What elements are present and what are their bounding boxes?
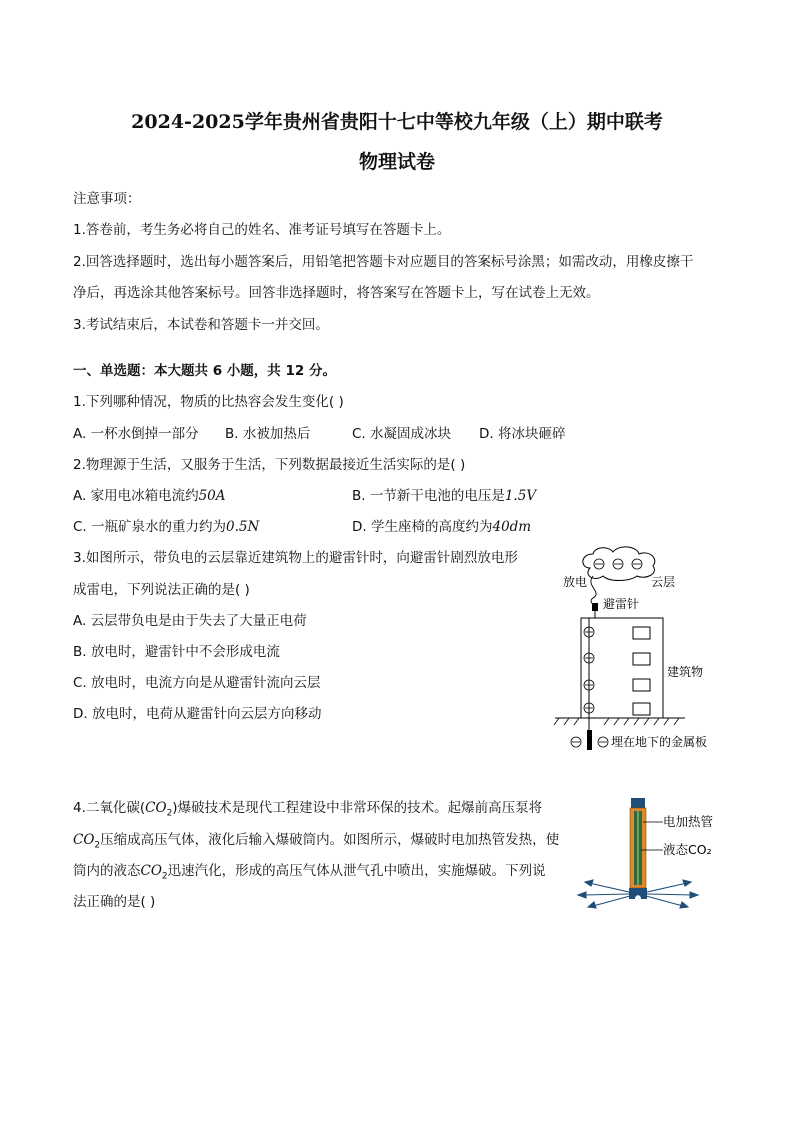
- q3-option-c: C. 放电时，电流方向是从避雷针流向云层: [73, 675, 321, 691]
- q2-option-b-text: B. 一节新干电池的电压是: [352, 488, 505, 504]
- q3-option-a: A. 云层带负电是由于失去了大量正电荷: [73, 613, 307, 629]
- q4-stem2-b: 压缩成高压气体，液化后输入爆破筒内。如图所示，爆破时电加热管发热，使: [100, 832, 560, 848]
- q2-option-a: [73, 484, 226, 504]
- label-heater: 电加热管: [663, 814, 714, 829]
- q3-option-b: B. 放电时，避雷针中不会形成电流: [73, 644, 280, 660]
- rod-tip: [592, 603, 598, 611]
- q4-stem3-b: 迅速汽化，形成的高压气体从泄气孔中喷出，实施爆破。下列说: [167, 863, 546, 879]
- exam-subtitle: 物理试卷: [358, 151, 435, 173]
- q1-option-a: A. 一杯水倒掉一部分: [73, 426, 199, 442]
- q2-option-d-text: D. 学生座椅的高度约为: [352, 519, 493, 535]
- q3-option-d: D. 放电时，电荷从避雷针向云层方向移动: [73, 706, 322, 722]
- q1-stem: 1.下列哪种情况，物质的比热容会发生变化( ): [73, 394, 344, 410]
- q1-option-d: D. 将冰块砸碎: [479, 426, 566, 442]
- label-discharge: 放电: [563, 575, 588, 589]
- notice-item-2b: 净后，再选涂其他答案标号。回答非选择题时，将答案写在答题卡上，写在试卷上无效。: [73, 285, 600, 301]
- section-heading: 一、单选题：本大题共 6 小题，共 12 分。: [73, 363, 336, 379]
- q4-co2-3: CO: [140, 863, 162, 879]
- q4-co2-2: CO: [73, 832, 95, 848]
- q2-option-a-text: A. 家用电冰箱电流约: [73, 488, 199, 504]
- q2-option-d-value: 40dm: [492, 519, 532, 535]
- q1-option-b: B. 水被加热后: [225, 426, 311, 442]
- q2-option-d: [352, 515, 531, 535]
- q2-option-a-value: 50A: [198, 488, 226, 504]
- q4-sub-3: 2: [161, 871, 168, 882]
- q2-option-c-text: C. 一瓶矿泉水的重力约为: [73, 519, 227, 535]
- notice-item-2a: 2.回答选择题时，选出每小题答案后，用铅笔把答题卡对应题目的答案标号涂黑；如需改动，用橡皮擦干: [73, 254, 694, 270]
- q4-sub-1: 2: [166, 808, 173, 819]
- q2-option-b-value: 1.5V: [504, 488, 537, 504]
- tube-top-cap: [631, 798, 645, 808]
- label-building: 建筑物: [667, 665, 704, 679]
- q3-stem-line-2: 成雷电，下列说法正确的是( ): [73, 582, 250, 598]
- label-liquid-co2: 液态CO₂: [663, 842, 712, 857]
- q1-option-c: C. 水凝固成冰块: [352, 426, 452, 442]
- q4-stem1-a: 4.二氧化碳(: [73, 800, 146, 816]
- q4-stem1-b: )爆破技术是现代工程建设中非常环保的技术。起爆前高压泵将: [172, 800, 543, 816]
- label-rod: 避雷针: [603, 597, 640, 611]
- q2-stem: 2.物理源于生活，又服务于生活，下列数据最接近生活实际的是( ): [73, 457, 466, 473]
- q4-stem-line-4: 法正确的是( ): [73, 894, 156, 910]
- notice-item-3: 3.考试结束后，本试卷和答题卡一并交回。: [73, 317, 329, 333]
- q4-stem-line-1: [73, 796, 542, 819]
- label-plate: 埋在地下的金属板: [611, 735, 708, 749]
- q4-sub-2: 2: [94, 840, 101, 851]
- q4-stem-line-2: [73, 828, 559, 851]
- building: [581, 618, 663, 718]
- q2-option-c: [73, 515, 259, 535]
- lightning-rod-figure: [545, 540, 730, 755]
- tube-bottom-cap: [629, 888, 647, 899]
- notice-item-1: 1.答卷前，考生务必将自己的姓名、准考证号填写在答题卡上。: [73, 222, 451, 238]
- metal-plate: [587, 730, 592, 750]
- q2-option-b: [352, 484, 536, 504]
- label-cloud: 云层: [651, 575, 676, 589]
- exam-title: 2024-2025学年贵州省贵阳十七中等校九年级（上）期中联考: [131, 111, 663, 133]
- q4-stem3-a: 筒内的液态: [73, 863, 141, 879]
- notice-heading: 注意事项：: [73, 191, 141, 207]
- q4-co2-1: CO: [145, 800, 167, 816]
- q3-stem-line-1: 3.如图所示，带负电的云层靠近建筑物上的避雷针时，向避雷针剧烈放电形: [73, 550, 518, 566]
- co2-blasting-figure: [575, 795, 725, 910]
- q4-stem-line-3: [73, 859, 546, 882]
- q2-option-c-value: 0.5N: [226, 519, 260, 535]
